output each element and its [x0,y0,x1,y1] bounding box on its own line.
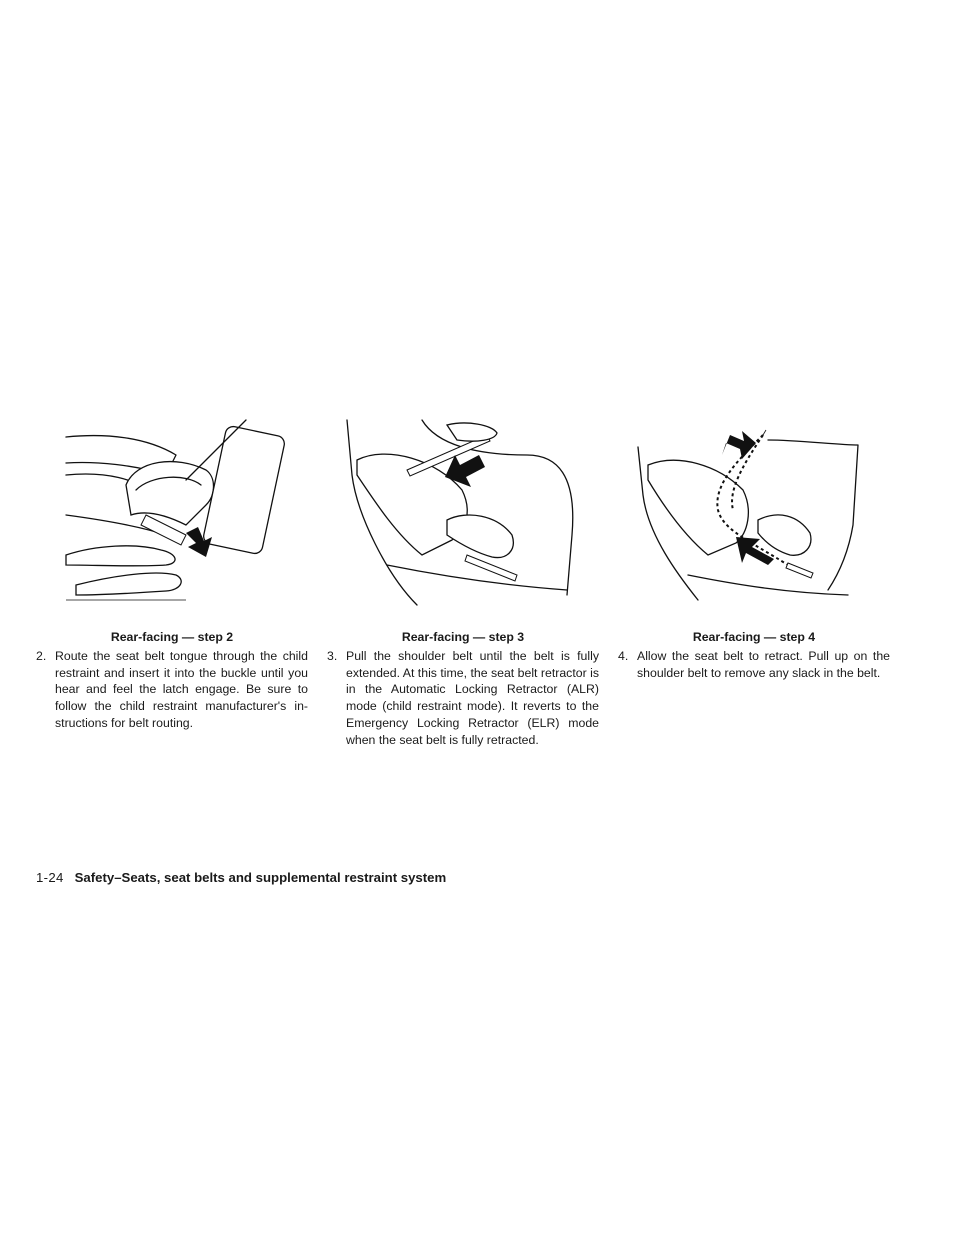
step-2-caption: Rear-facing — step 2 [110,630,234,644]
step-2-column [36,415,308,732]
seat-cushion-line [387,565,567,590]
page-footer [36,870,446,885]
step-4-caption: Rear-facing — step 4 [692,630,816,644]
step-2-instruction [36,648,308,732]
step-3-number: 3. [327,649,338,663]
pulling-hand [447,423,497,441]
lap-belt-webbing [786,563,813,578]
step-4-column [618,415,890,681]
lap-belt-webbing [465,555,517,581]
step-3-column [327,415,599,748]
step-4-instruction [618,648,890,681]
step-2-text: Route the seat belt tongue through the child restraint and insert it into the buckle until you hear and feel the latch engage. Be sure to follow the child restraint manufacturer's in-structions for belt routing. [55,649,308,730]
right-hand [76,573,181,595]
seat-cushion-line [688,575,848,595]
left-hand [66,546,175,566]
carrier-side-padding [758,515,811,555]
step-3-caption: Rear-facing — step 3 [401,630,525,644]
step-3-text: Pull the shoulder belt until the belt is fully extended. At this time, the seat belt retractor is in the Automatic Locking Retractor (ALR) mode (child restraint mode). It reverts to the Emergency Locking Retractor (ELR) mode when the seat belt is fully retracted. [346,649,599,747]
retract-up-arrow-icon [722,431,756,459]
step-2-number: 2. [36,649,47,663]
rear-facing-step-3-illustration [327,415,599,610]
step-3-instruction [327,648,599,748]
carrier-side-padding [447,515,513,558]
belt-anchor [763,430,766,435]
step-4-text: Allow the seat belt to retract. Pull up on the shoulder belt to remove any slack in the belt. [637,649,890,680]
rear-facing-step-4-illustration [618,415,890,610]
child-restraint-shell [126,462,214,525]
section-title: Safety–Seats, seat belts and supplemental restraint system [74,870,447,885]
headrest-pad [202,425,286,555]
rear-facing-step-2-illustration [36,415,308,610]
page-number: 1-24 [36,870,64,885]
step-4-number: 4. [618,649,629,663]
